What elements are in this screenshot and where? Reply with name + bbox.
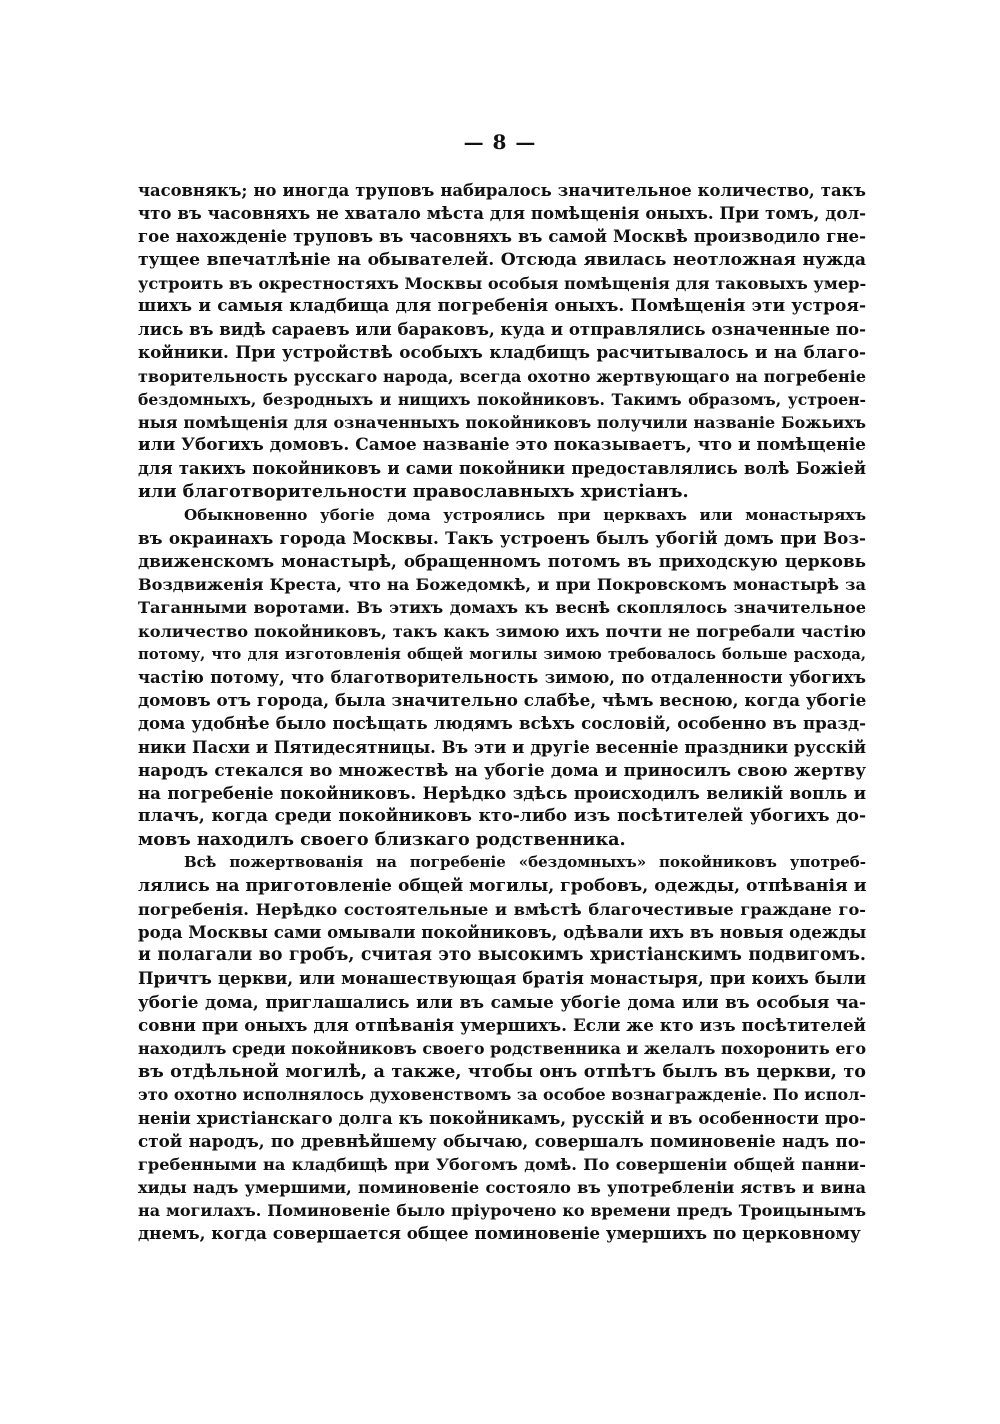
paragraph: [138, 851, 866, 1245]
text-line: бездомныхъ, безродныхъ и нищихъ покойниковъ. Такимъ образомъ, устроен-: [138, 389, 866, 409]
text-line: Всѣ пожертвованія на погребеніе «бездомныхъ» покойниковъ употреб-: [184, 853, 866, 872]
text-line: и полагали во гробъ, считая это высокимъ христіанскимъ подвигомъ.: [138, 945, 866, 966]
text-line: ныя помѣщенія для означенныхъ покойниковъ получили названіе Божьихъ: [138, 412, 866, 432]
text-line: хиды надъ умершими, поминовеніе состояло въ употребленіи яствъ и вина: [138, 1178, 866, 1198]
text-line: творительность русскаго народа, всегда охотно жертвующаго на погребеніе: [138, 366, 866, 386]
text-line: плачъ, когда среди покойниковъ кто-либо изъ посѣтителей убогихъ до-: [138, 806, 866, 827]
text-line: что въ часовняхъ не хватало мѣста для помѣщенія оныхъ. При томъ, дол-: [138, 203, 866, 224]
text-line: рода Москвы сами омывали покойниковъ, одѣвали ихъ въ новыя одежды: [138, 922, 867, 942]
paragraph: [138, 504, 866, 852]
text-line: домовъ отъ города, была значительно слабѣе, чѣмъ весною, когда убогіе: [138, 690, 867, 711]
text-line: движенскомъ монастырѣ, обращенномъ потомъ въ приходскую церковь: [138, 551, 866, 571]
text-line: дома удобнѣе было посѣщать людямъ всѣхъ сословій, особенно въ празд-: [138, 713, 866, 734]
text-line: устроить въ окрестностяхъ Москвы особыя помѣщенія для таковыхъ умер-: [138, 273, 867, 293]
text-line: убогіе дома, приглашались или въ самые убогіе дома или въ особыя ча-: [138, 991, 866, 1012]
text-line: или Убогихъ домовъ. Самое названіе это показываетъ, что и помѣщеніе: [138, 435, 866, 456]
text-line: потому, что для изготовленія общей могилы зимою требовалось больше расхода,: [138, 645, 866, 663]
text-line: Воздвиженія Креста, что на Божедомкѣ, и при Покровскомъ монастырѣ за: [138, 575, 866, 595]
text-line: народъ стекался во множествѣ на убогіе дома и приносилъ свою жертву: [138, 759, 866, 780]
text-line: неніи христіанскаго долга къ покойникамъ, русскій и въ особенности про-: [138, 1108, 866, 1128]
text-line: для такихъ покойниковъ и сами покойники предоставлялись волѣ Божіей: [138, 459, 866, 479]
text-line: мовъ находилъ своего близкаго родственника.: [138, 829, 626, 851]
text-line: Обыкновенно убогіе дома устроялись при церквахъ или монастыряхъ: [184, 505, 866, 524]
text-line: частію потому, что благотворительность зимою, по отдаленности убогихъ: [138, 667, 866, 687]
text-line: гое нахожденіе труповъ въ часовняхъ въ самой Москвѣ производило гне-: [138, 226, 866, 247]
text-line: гребенными на кладбищѣ при Убогомъ домѣ. По совершеніи общей панни-: [138, 1154, 866, 1174]
text-line: часовнякъ; но иногда труповъ набиралось значительное количество, такъ: [138, 181, 866, 200]
text-line: совни при оныхъ для отпѣванія умершихъ. Если же кто изъ посѣтителей: [138, 1014, 866, 1035]
text-line: койники. При устройствѣ особыхъ кладбищъ расчитывалось и на благо-: [138, 342, 866, 363]
text-line: днемъ, когда совершается общее поминовеніе умершихъ по церковному: [138, 1223, 861, 1244]
text-line: количество покойниковъ, такъ какъ зимою ихъ почти не погребали частію: [138, 621, 866, 641]
paragraph: [138, 179, 866, 504]
text-line: ники Пасхи и Пятидесятницы. Въ эти и другіе весенніе праздники русскій: [138, 737, 866, 757]
text-line: погребенія. Нерѣдко состоятельные и вмѣстѣ благочестивые граждане го-: [138, 899, 866, 919]
text-line: Причтъ церкви, или монашествующая братія монастыря, при коихъ были: [138, 969, 866, 989]
text-line: тущее впечатлѣніе на обывателей. Отсюда явилась неотложная нужда: [138, 249, 866, 270]
text-line: лись въ видѣ сараевъ или бараковъ, куда и отправлялись означенные по-: [138, 319, 866, 340]
text-line: находилъ среди покойниковъ своего родственника и желалъ похоронить его: [138, 1038, 866, 1058]
text-line: стой народъ, по древнѣйшему обычаю, совершалъ поминовеніе надъ по-: [138, 1130, 866, 1151]
page-number: — 8 —: [463, 130, 537, 154]
text-line: въ отдѣльной могилѣ, а также, чтобы онъ отпѣтъ былъ въ церкви, то: [138, 1061, 866, 1083]
text-line: лялись на приготовленіе общей могилы, гробовъ, одежды, отпѣванія и: [138, 875, 867, 896]
text-line: въ окраинахъ города Москвы. Такъ устроенъ былъ убогій домъ при Воз-: [138, 527, 866, 548]
text-line: это охотно исполнялось духовенствомъ за особое вознагражденіе. По испол-: [138, 1085, 867, 1105]
body-text: [138, 179, 866, 1246]
text-line: Таганными воротами. Въ этихъ домахъ къ веснѣ скоплялось значительное: [138, 598, 866, 618]
text-line: на могилахъ. Поминовеніе было пріурочено ко времени предъ Троицынымъ: [138, 1201, 866, 1221]
text-line: шихъ и самыя кладбища для погребенія оныхъ. Помѣщенія эти устроя-: [138, 295, 866, 316]
text-line: или благотворительности православныхъ христіанъ.: [138, 481, 689, 503]
text-line: на погребеніе покойниковъ. Нерѣдко здѣсь происходилъ великій вопль и: [138, 782, 866, 803]
